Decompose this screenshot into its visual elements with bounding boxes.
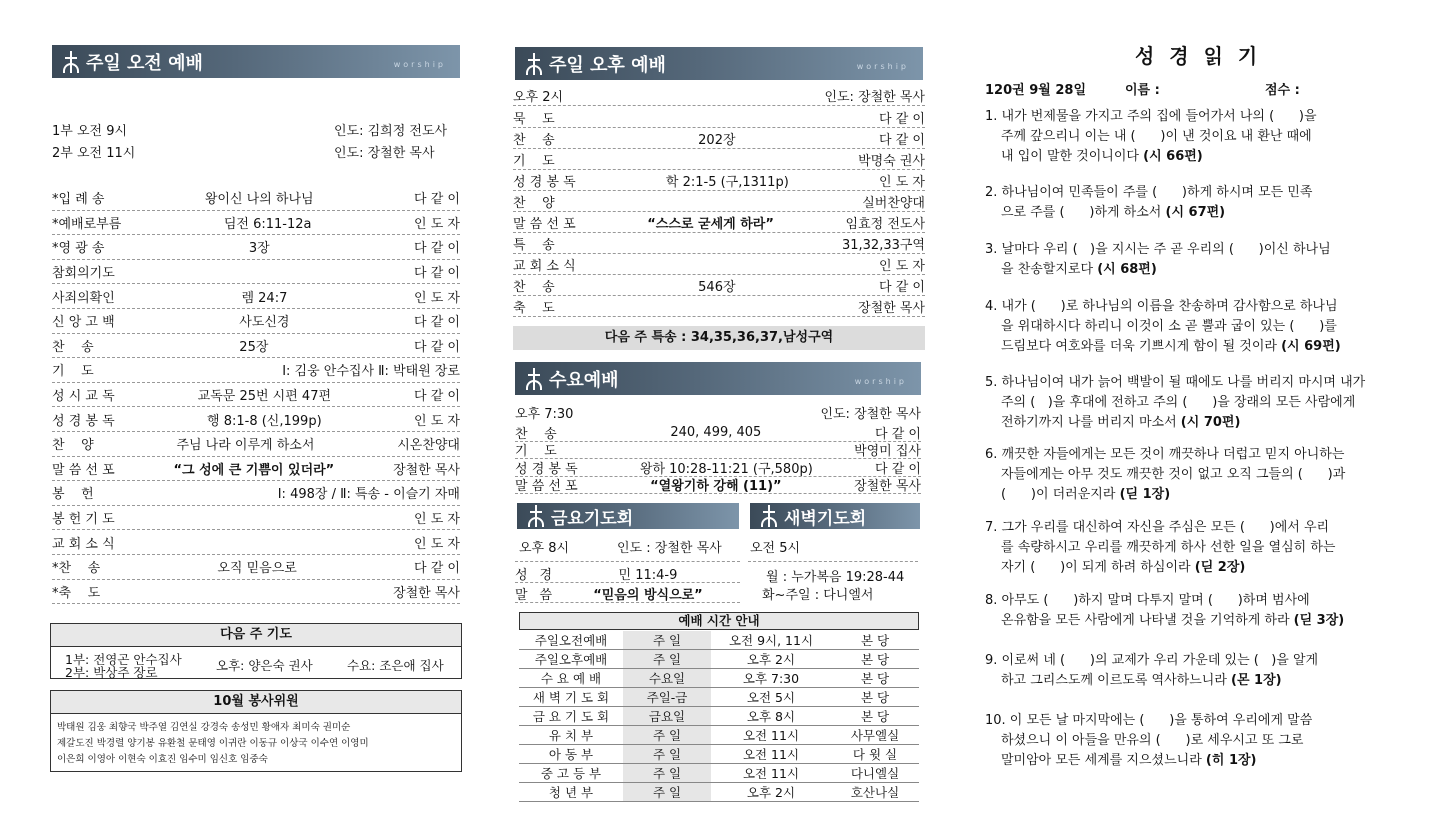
order-leader: 다 같 이: [414, 266, 460, 282]
question-reference: (시 68편): [1097, 262, 1157, 277]
schedule-day: 주 일: [623, 631, 711, 650]
schedule-place: 본 당: [831, 669, 919, 688]
wednesday-banner-title: 수요예배: [549, 369, 619, 391]
order-name: 특 송: [513, 237, 555, 253]
schedule-row: [519, 745, 919, 764]
schedule-time: 오후 2시: [711, 650, 831, 669]
order-row: [52, 284, 460, 309]
schedule-service: 주일오전예배: [519, 631, 623, 650]
order-leader: 임효정 전도사: [845, 216, 925, 232]
order-row: [513, 212, 925, 233]
order-name: 찬 양: [513, 195, 555, 211]
order-leader: 다 같 이: [414, 192, 460, 208]
order-leader: 실버찬양대: [862, 195, 925, 211]
afternoon-time-row: [513, 86, 925, 106]
afternoon-banner-en: worship: [856, 62, 909, 71]
order-name: 말 씀 선 포: [513, 216, 576, 232]
schedule-day: 주 일: [623, 764, 711, 783]
order-name: 묵 도: [513, 111, 555, 127]
schedule-time: 오전 5시: [711, 688, 831, 707]
order-leader: 인 도 자: [414, 536, 460, 552]
order-row: [52, 481, 460, 506]
order-row: [52, 580, 460, 605]
order-detail: 교독문 25번 시편 47편: [197, 389, 332, 405]
cross-icon: [525, 53, 543, 75]
bible-question: [985, 651, 1397, 691]
dawn-banner-title: 새벽기도회: [784, 508, 867, 529]
question-line-1: 9. 이로써 네 ( )의 교제가 우리 가운데 있는 ( )을 알게: [985, 653, 1319, 668]
order-name: 성 경 봉 독: [515, 461, 578, 477]
bible-question: [985, 183, 1397, 223]
morning-service-1: [52, 120, 460, 138]
prayer-line-1: 1부: 전영곤 안수집사: [65, 652, 182, 667]
wednesday-time: 오후 7:30: [515, 406, 574, 422]
schedule-service: 금 요 기 도 회: [519, 707, 623, 726]
volunteer-line-3: 이은희 이영아 이현숙 이효진 임수미 임신호 임중숙: [57, 754, 268, 765]
schedule-row: [519, 688, 919, 707]
order-detail: 오직 믿음으로: [217, 561, 297, 577]
schedule-day: 주 일: [623, 726, 711, 745]
bible-question: [985, 107, 1397, 167]
order-name: 참회의기도: [52, 266, 115, 282]
question-line-2: 으로 주를 ( )하게 하소서: [1001, 205, 1162, 220]
schedule-row: [519, 707, 919, 726]
order-leader: 다 같 이: [414, 315, 460, 331]
schedule-place: 사무엘실: [831, 726, 919, 745]
volunteer-line-1: 박태원 김웅 최향국 박주열 김연실 강경숙 송성민 황애자 최미숙 권미순: [57, 722, 351, 733]
friday-word-label: 말 씀: [515, 587, 556, 603]
question-line-2: 을 찬송할지로다: [1001, 262, 1094, 277]
question-line-1: 2. 하나님이여 민족들이 주를 ( )하게 하시며 모든 민족: [985, 185, 1313, 200]
order-name: *예배로부름: [52, 216, 122, 232]
order-detail: 25장: [239, 339, 269, 355]
prayer-line-2: 2부: 박상주 장로: [65, 665, 158, 680]
bible-question: [985, 591, 1397, 631]
order-leader: 31,32,33구역: [841, 237, 925, 253]
order-name: 신 앙 고 백: [52, 315, 115, 331]
morning-banner: [52, 45, 460, 78]
order-row: [52, 186, 460, 211]
friday-scripture: 민 11:4-9: [618, 567, 678, 583]
friday-scripture-label: 성 경: [515, 567, 556, 583]
schedule-row: [519, 726, 919, 745]
schedule-day: 주일-금: [623, 688, 711, 707]
schedule-row: [519, 650, 919, 669]
schedule-service: 유 치 부: [519, 726, 623, 745]
order-row: [513, 233, 925, 254]
cross-icon: [525, 368, 543, 390]
dawn-tue: 화~주일 : 다니엘서: [762, 588, 874, 603]
schedule-time: 오전 9시, 11시: [711, 631, 831, 650]
bible-header-score: 점수 :: [1265, 83, 1300, 98]
order-leader: 인 도 자: [414, 216, 460, 232]
question-reference: (히 1장): [1205, 753, 1257, 768]
prayer-box-title: 다음 주 기도: [51, 624, 461, 647]
bible-question: [985, 711, 1397, 771]
schedule-service: 주일오후예배: [519, 650, 623, 669]
prayer-afternoon: 오후: 양은숙 권사: [216, 658, 313, 673]
order-leader: 다 같 이: [414, 561, 460, 577]
order-row: [513, 191, 925, 212]
order-name: 말 씀 선 포: [52, 462, 115, 478]
order-name: 봉 헌 기 도: [52, 512, 115, 528]
order-name: 축 도: [513, 300, 555, 316]
question-line-3: 말미암아 모든 세계를 지으셨느니라: [1001, 753, 1202, 768]
schedule-service: 아 동 부: [519, 745, 623, 764]
afternoon-leader: 인도: 장철한 목사: [824, 90, 925, 105]
schedule-title: 예배 시간 안내: [678, 613, 760, 628]
order-detail: 3장: [248, 241, 270, 257]
order-leader: 다 같 이: [879, 132, 925, 148]
bible-question: [985, 518, 1397, 578]
service-leader: 인도: 김희정 전도사: [334, 124, 448, 139]
schedule-day: 금요일: [623, 707, 711, 726]
order-name: 기 도: [52, 364, 94, 380]
question-line-3: 자기 ( )이 되게 하려 하심이라: [1001, 560, 1191, 575]
order-row: [513, 149, 925, 170]
friday-time: 오후 8시: [519, 541, 570, 556]
schedule-place: 본 당: [831, 707, 919, 726]
schedule-time: 오전 11시: [711, 726, 831, 745]
question-line-2: 주의 ( )을 후대에 전하고 주의 ( )을 장래의 모든 사람에게: [1001, 395, 1356, 410]
order-name: *영 광 송: [52, 241, 105, 257]
bible-title: 성 경 읽 기: [1135, 44, 1262, 68]
order-name: *축 도: [52, 585, 101, 601]
order-name: 찬 송: [515, 426, 557, 442]
bible-question: [985, 240, 1397, 280]
question-line-1: 10. 이 모든 날 마지막에는 ( )을 통하여 우리에게 말씀: [985, 713, 1313, 728]
order-row: [52, 211, 460, 236]
order-row: [515, 442, 921, 460]
friday-word: “믿음의 방식으로”: [593, 587, 703, 603]
service-leader: 인도: 장철한 목사: [334, 146, 435, 161]
order-leader: 다 같 이: [414, 389, 460, 405]
afternoon-banner-title: 주일 오후 예배: [549, 54, 666, 76]
order-detail: Ⅰ: 김웅 안수집사 Ⅱ: 박태원 장로: [282, 364, 460, 380]
friday-scripture-row: [515, 564, 740, 583]
order-leader: 다 같 이: [879, 111, 925, 127]
order-leader: 장철한 목사: [393, 462, 460, 478]
wednesday-banner: [515, 362, 921, 395]
schedule-place: 호산나실: [831, 783, 919, 802]
question-line-2: 하고 그리스도께 이르도록 역사하느니라: [1001, 673, 1227, 688]
question-line-3: 내 입이 말한 것이니이다: [1001, 149, 1139, 164]
friday-banner: [517, 503, 739, 529]
schedule-time: 오후 2시: [711, 783, 831, 802]
question-line-2: 주께 갚으리니 이는 내 ( )이 낸 것이요 내 환난 때에: [1001, 129, 1312, 144]
order-row: [52, 555, 460, 580]
schedule-day: 주 일: [623, 650, 711, 669]
order-detail: 240, 499, 405: [670, 424, 762, 440]
schedule-time: 오후 8시: [711, 707, 831, 726]
service-time: 1부 오전 9시: [52, 124, 128, 139]
order-detail: “그 성에 큰 기쁨이 있더라”: [173, 462, 335, 478]
question-line-3: 전하기까지 나를 버리지 마소서: [1001, 415, 1177, 430]
order-detail: Ⅰ: 498장 / Ⅱ: 특송 - 이슬기 자매: [277, 487, 460, 503]
dawn-mon: 월 : 누가복음 19:28-44: [766, 570, 905, 585]
schedule-place: 본 당: [831, 688, 919, 707]
order-row: [513, 128, 925, 149]
service-time: 2부 오전 11시: [52, 146, 136, 161]
order-leader: 인 도 자: [414, 290, 460, 306]
order-row: [52, 457, 460, 482]
order-detail: 사도신경: [239, 315, 290, 331]
morning-banner-title: 주일 오전 예배: [86, 52, 203, 74]
order-row: [52, 309, 460, 334]
bible-header-vol: 120권 9월 28일: [985, 83, 1086, 98]
order-name: *입 례 송: [52, 192, 105, 208]
schedule-place: 다 윗 실: [831, 745, 919, 764]
morning-service-2: [52, 142, 460, 160]
schedule-service: 수 요 예 배: [519, 669, 623, 688]
order-row: [513, 170, 925, 191]
question-reference: (몬 1장): [1231, 673, 1282, 688]
order-leader: 인 도 자: [879, 174, 925, 190]
order-detail: 렘 24:7: [241, 290, 288, 306]
order-name: *찬 송: [52, 561, 101, 577]
morning-banner-en: worship: [393, 60, 446, 69]
order-row: [52, 235, 460, 260]
bible-header-name: 이름 :: [1125, 83, 1160, 98]
question-reference: (시 67편): [1165, 205, 1226, 220]
question-line-2: 하셨으니 이 아들을 만유의 ( )로 세우시고 또 그로: [1001, 733, 1304, 748]
schedule-day: 수요일: [623, 669, 711, 688]
dawn-banner: [750, 503, 920, 529]
order-leader: 장철한 목사: [858, 300, 925, 316]
order-row: [52, 383, 460, 408]
order-detail: “스스로 굳세게 하라”: [647, 216, 774, 232]
afternoon-time: 오후 2시: [513, 90, 564, 105]
order-detail: 딤전 6:11-12a: [223, 216, 312, 232]
schedule-place: 다니엘실: [831, 764, 919, 783]
order-row: [513, 296, 925, 317]
cross-icon: [62, 51, 80, 73]
order-row: [513, 275, 925, 296]
schedule-row: [519, 669, 919, 688]
cross-icon: [527, 505, 545, 527]
order-detail: 왕이신 나의 하나님: [204, 192, 314, 208]
order-name: 성 경 봉 독: [513, 174, 576, 190]
question-line-2: 를 속량하시고 우리를 깨끗하게 하사 선한 일을 열심히 하는: [1001, 540, 1336, 555]
schedule-row: [519, 764, 919, 783]
order-row: [52, 506, 460, 531]
wednesday-leader: 인도: 장철한 목사: [820, 406, 921, 422]
question-reference: (딛 1장): [1119, 487, 1171, 502]
order-leader: 인 도 자: [414, 413, 460, 429]
volunteer-line-2: 제갈도진 박경렬 양기봉 유환철 문태영 이귀란 이동규 이상국 이수연 이영미: [57, 738, 369, 749]
order-leader: 장철한 목사: [854, 479, 921, 495]
order-leader: 다 같 이: [414, 241, 460, 257]
prayer-box: [50, 623, 462, 679]
order-name: 성 경 봉 독: [52, 413, 115, 429]
order-leader: 박영미 집사: [854, 444, 921, 460]
schedule-row: [519, 631, 919, 650]
order-row: [52, 358, 460, 383]
question-line-1: 4. 내가 ( )로 하나님의 이름을 찬송하며 감사함으로 하나님: [985, 299, 1338, 314]
order-detail: 202장: [698, 132, 736, 148]
order-leader: 다 같 이: [879, 279, 925, 295]
volunteer-box-title: 10월 봉사위원: [51, 691, 461, 714]
order-leader: 시온찬양대: [397, 438, 460, 454]
question-line-3: 드림보다 여호와를 더욱 기쁘시게 함이 될 것이라: [1001, 339, 1277, 354]
order-leader: 다 같 이: [875, 461, 921, 477]
order-row: [513, 254, 925, 275]
schedule-time: 오전 11시: [711, 764, 831, 783]
order-name: 기 도: [515, 444, 557, 460]
order-name: 찬 양: [52, 438, 94, 454]
order-name: 찬 송: [513, 279, 555, 295]
dawn-time: 오전 5시: [750, 541, 801, 556]
order-leader: 박명숙 권사: [858, 153, 925, 169]
order-name: 성 시 교 독: [52, 389, 115, 405]
order-leader: 장철한 목사: [393, 585, 460, 601]
schedule-day: 주 일: [623, 783, 711, 802]
schedule-place: 본 당: [831, 650, 919, 669]
question-line-1: 5. 하나님이여 내가 늙어 백발이 될 때에도 나를 버리지 마시며 내가: [985, 375, 1366, 390]
friday-word-row: [515, 584, 740, 603]
order-detail: 546장: [698, 279, 736, 295]
schedule-service: 새 벽 기 도 회: [519, 688, 623, 707]
friday-leader: 인도 : 장철한 목사: [617, 541, 722, 556]
question-reference: (시 66편): [1143, 149, 1203, 164]
order-row: [513, 107, 925, 128]
question-reference: (시 69편): [1281, 339, 1341, 354]
order-row: [515, 424, 921, 442]
order-row: [515, 459, 921, 477]
order-detail: 행 8:1-8 (신,199p): [207, 413, 322, 429]
question-reference: (딛 2장): [1194, 560, 1246, 575]
volunteer-box: [50, 690, 462, 772]
bible-question: [985, 297, 1397, 357]
schedule-day: 주 일: [623, 745, 711, 764]
schedule-time: 오후 7:30: [711, 669, 831, 688]
order-detail: 왕하 10:28-11:21 (구,580p): [639, 461, 813, 477]
schedule-title-box: [519, 612, 919, 630]
question-line-2: 을 위대하시다 하리니 이것이 소 곧 뿔과 굽이 있는 ( )를: [1001, 319, 1337, 334]
friday-banner-title: 금요기도회: [551, 508, 634, 529]
order-detail: “열왕기하 강해 (11)”: [650, 479, 782, 495]
question-reference: (시 70편): [1180, 415, 1241, 430]
order-name: 찬 송: [52, 339, 94, 355]
afternoon-banner: [515, 47, 923, 80]
schedule-service: 중 고 등 부: [519, 764, 623, 783]
order-leader: 인 도 자: [414, 512, 460, 528]
cross-icon: [760, 505, 778, 527]
question-line-2: 온유함을 모든 사람에게 나타낼 것을 기억하게 하라: [1001, 613, 1290, 628]
order-row: [52, 432, 460, 457]
order-name: 봉 헌: [52, 487, 94, 503]
order-name: 교 회 소 식: [513, 258, 576, 274]
question-line-1: 1. 내가 번제물을 가지고 주의 집에 들어가서 나의 ( )을: [985, 109, 1317, 124]
order-row: [52, 530, 460, 555]
question-line-1: 8. 아무도 ( )하지 말며 다투지 말며 ( )하며 범사에: [985, 593, 1310, 608]
schedule-place: 본 당: [831, 631, 919, 650]
order-row: [52, 334, 460, 359]
schedule-table: [519, 631, 919, 802]
order-name: 사죄의확인: [52, 290, 115, 306]
question-line-1: 6. 깨끗한 자들에게는 모든 것이 깨끗하나 더럽고 믿지 아니하는: [985, 447, 1345, 462]
order-name: 말 씀 선 포: [515, 479, 578, 495]
order-leader: 다 같 이: [414, 339, 460, 355]
question-line-1: 7. 그가 우리를 대신하여 자신을 주심은 모든 ( )에서 우리: [985, 520, 1330, 535]
question-reference: (딛 3장): [1293, 613, 1345, 628]
bible-question: [985, 373, 1397, 433]
question-line-3: ( )이 더러운지라: [1001, 487, 1116, 502]
order-name: 교 회 소 식: [52, 536, 115, 552]
question-line-1: 3. 날마다 우리 ( )을 지시는 주 곧 우리의 ( )이신 하나님: [985, 242, 1331, 257]
schedule-service: 청 년 부: [519, 783, 623, 802]
next-special-text: 다음 주 특송 : 34,35,36,37,남성구역: [604, 330, 834, 345]
prayer-wednesday: 수요: 조은애 집사: [347, 658, 444, 673]
order-leader: 인 도 자: [879, 258, 925, 274]
wednesday-time-row: [515, 402, 921, 422]
order-detail: 학 2:1-5 (구,1311p): [665, 174, 789, 190]
order-detail: 주님 나라 이루게 하소서: [176, 438, 315, 454]
order-name: 찬 송: [513, 132, 555, 148]
order-row: [515, 477, 921, 495]
order-leader: 다 같 이: [875, 426, 921, 442]
order-row: [52, 260, 460, 285]
order-row: [52, 407, 460, 432]
schedule-time: 오전 11시: [711, 745, 831, 764]
bible-question: [985, 445, 1397, 505]
schedule-row: [519, 783, 919, 802]
wednesday-banner-en: worship: [854, 377, 907, 386]
next-special-bar: [513, 326, 925, 350]
question-line-2: 자들에게는 아무 것도 깨끗한 것이 없고 오직 그들의 ( )과: [1001, 467, 1346, 482]
order-name: 기 도: [513, 153, 555, 169]
